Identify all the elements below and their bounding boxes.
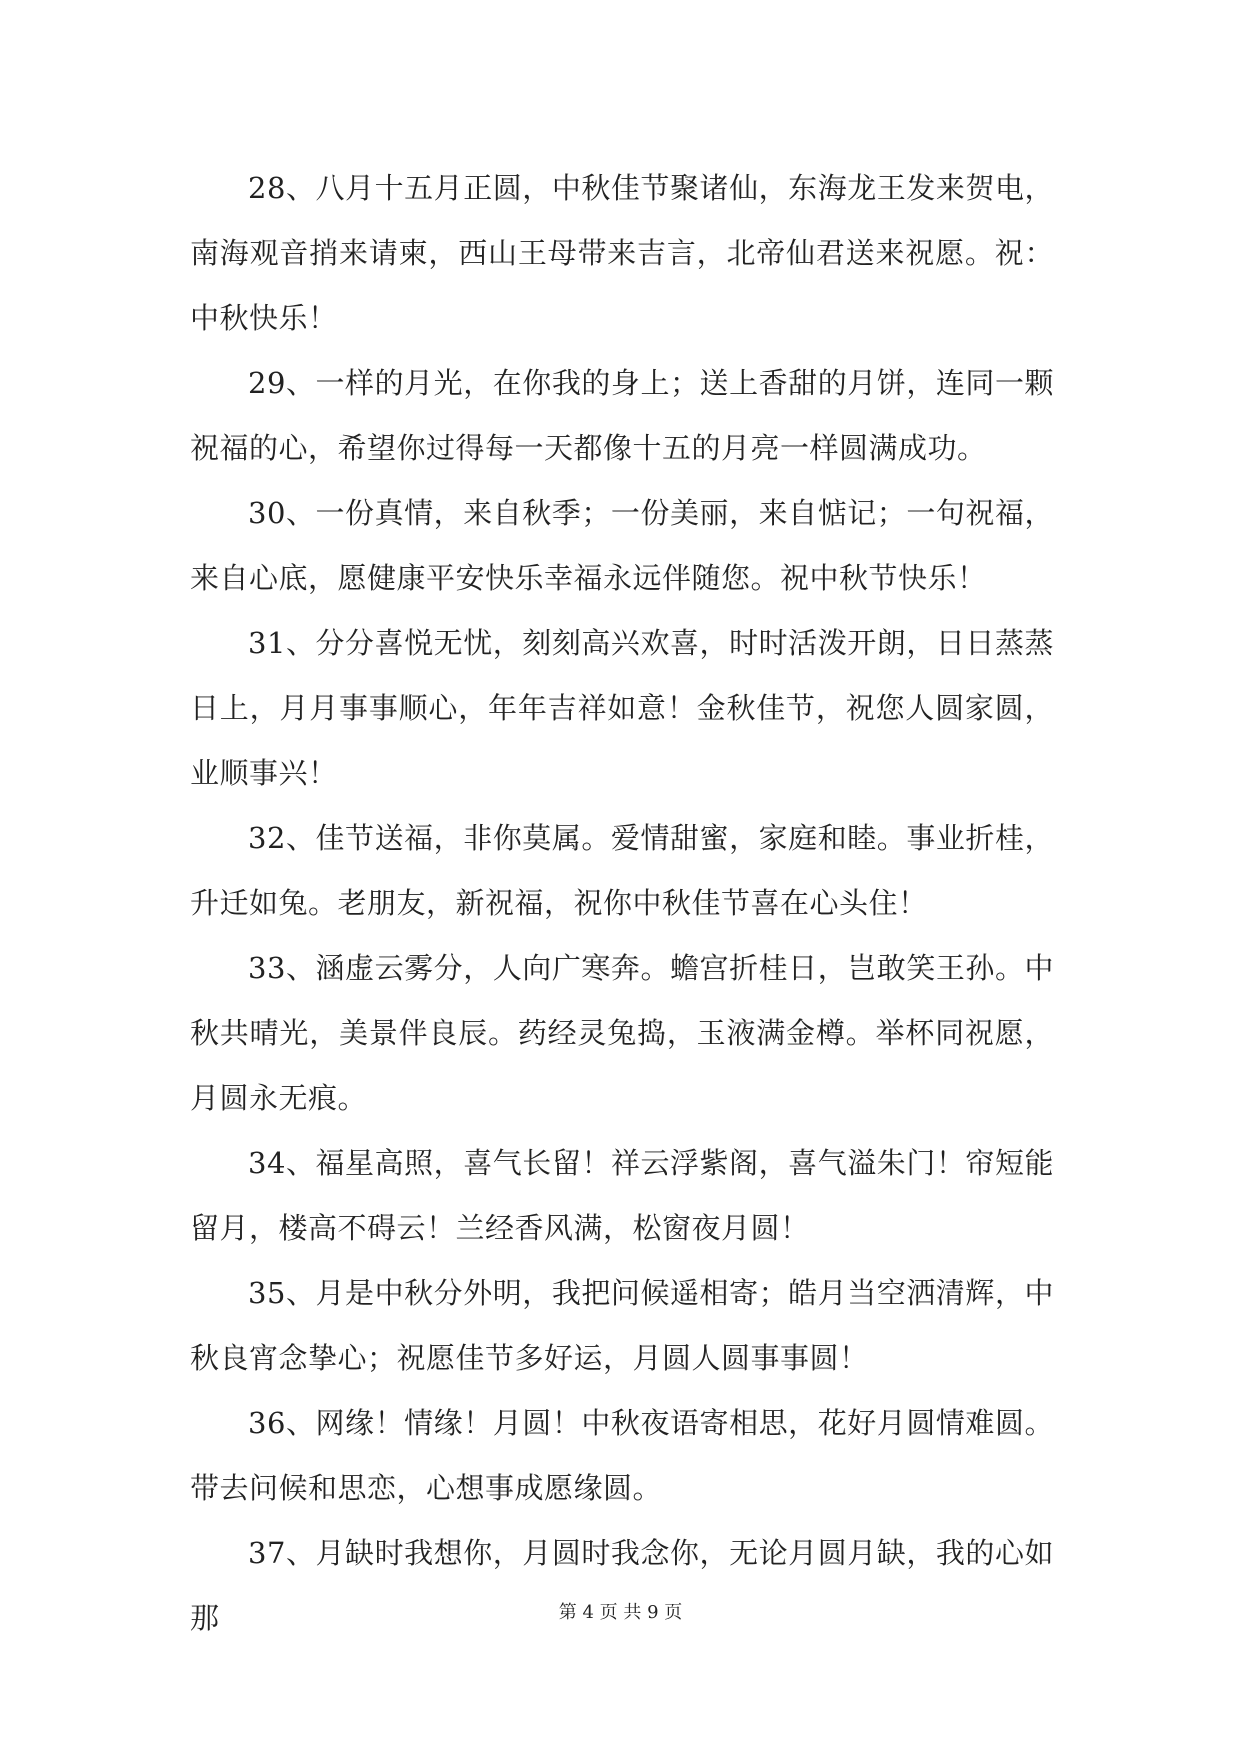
paragraph-36: 36、网缘！情缘！月圆！中秋夜语寄相思，花好月圆情难圆。带去问候和思恋，心想事成愿缘圆。 bbox=[190, 1406, 1054, 1505]
paragraph-31: 31、分分喜悦无忧，刻刻高兴欢喜，时时活泼开朗，日日蒸蒸日上，月月事事顺心，年年吉祥如意！金秋佳节，祝您人圆家圆，业顺事兴！ bbox=[190, 626, 1054, 790]
document-body bbox=[190, 156, 1054, 1651]
paragraph-34: 34、福星高照，喜气长留！祥云浮紫阁，喜气溢朱门！帘短能留月，楼高不碍云！兰经香风满，松窗夜月圆！ bbox=[190, 1146, 1054, 1245]
paragraph-30: 30、一份真情，来自秋季；一份美丽，来自惦记；一句祝福，来自心底，愿健康平安快乐幸福永远伴随您。祝中秋节快乐！ bbox=[190, 496, 1054, 595]
paragraph-35: 35、月是中秋分外明，我把问候遥相寄；皓月当空洒清辉，中秋良宵念挚心；祝愿佳节多好运，月圆人圆事事圆！ bbox=[190, 1276, 1054, 1375]
paragraph-33: 33、涵虚云雾分，人向广寒奔。蟾宫折桂日，岂敢笑王孙。中秋共晴光，美景伴良辰。药经灵兔捣，玉液满金樽。举杯同祝愿，月圆永无痕。 bbox=[190, 951, 1054, 1115]
page-number-footer: 第 4 页 共 9 页 bbox=[558, 1602, 683, 1623]
paragraph-32: 32、佳节送福，非你莫属。爱情甜蜜，家庭和睦。事业折桂，升迁如兔。老朋友，新祝福，祝你中秋佳节喜在心头住！ bbox=[190, 821, 1054, 920]
paragraph-37: 37、月缺时我想你，月圆时我念你，无论月圆月缺，我的心如那 bbox=[190, 1536, 1054, 1635]
paragraph-28: 28、八月十五月正圆，中秋佳节聚诸仙，东海龙王发来贺电，南海观音捎来请柬，西山王母带来吉言，北帝仙君送来祝愿。祝：中秋快乐！ bbox=[190, 171, 1054, 335]
paragraph-29: 29、一样的月光，在你我的身上；送上香甜的月饼，连同一颗祝福的心，希望你过得每一天都像十五的月亮一样圆满成功。 bbox=[190, 366, 1054, 465]
